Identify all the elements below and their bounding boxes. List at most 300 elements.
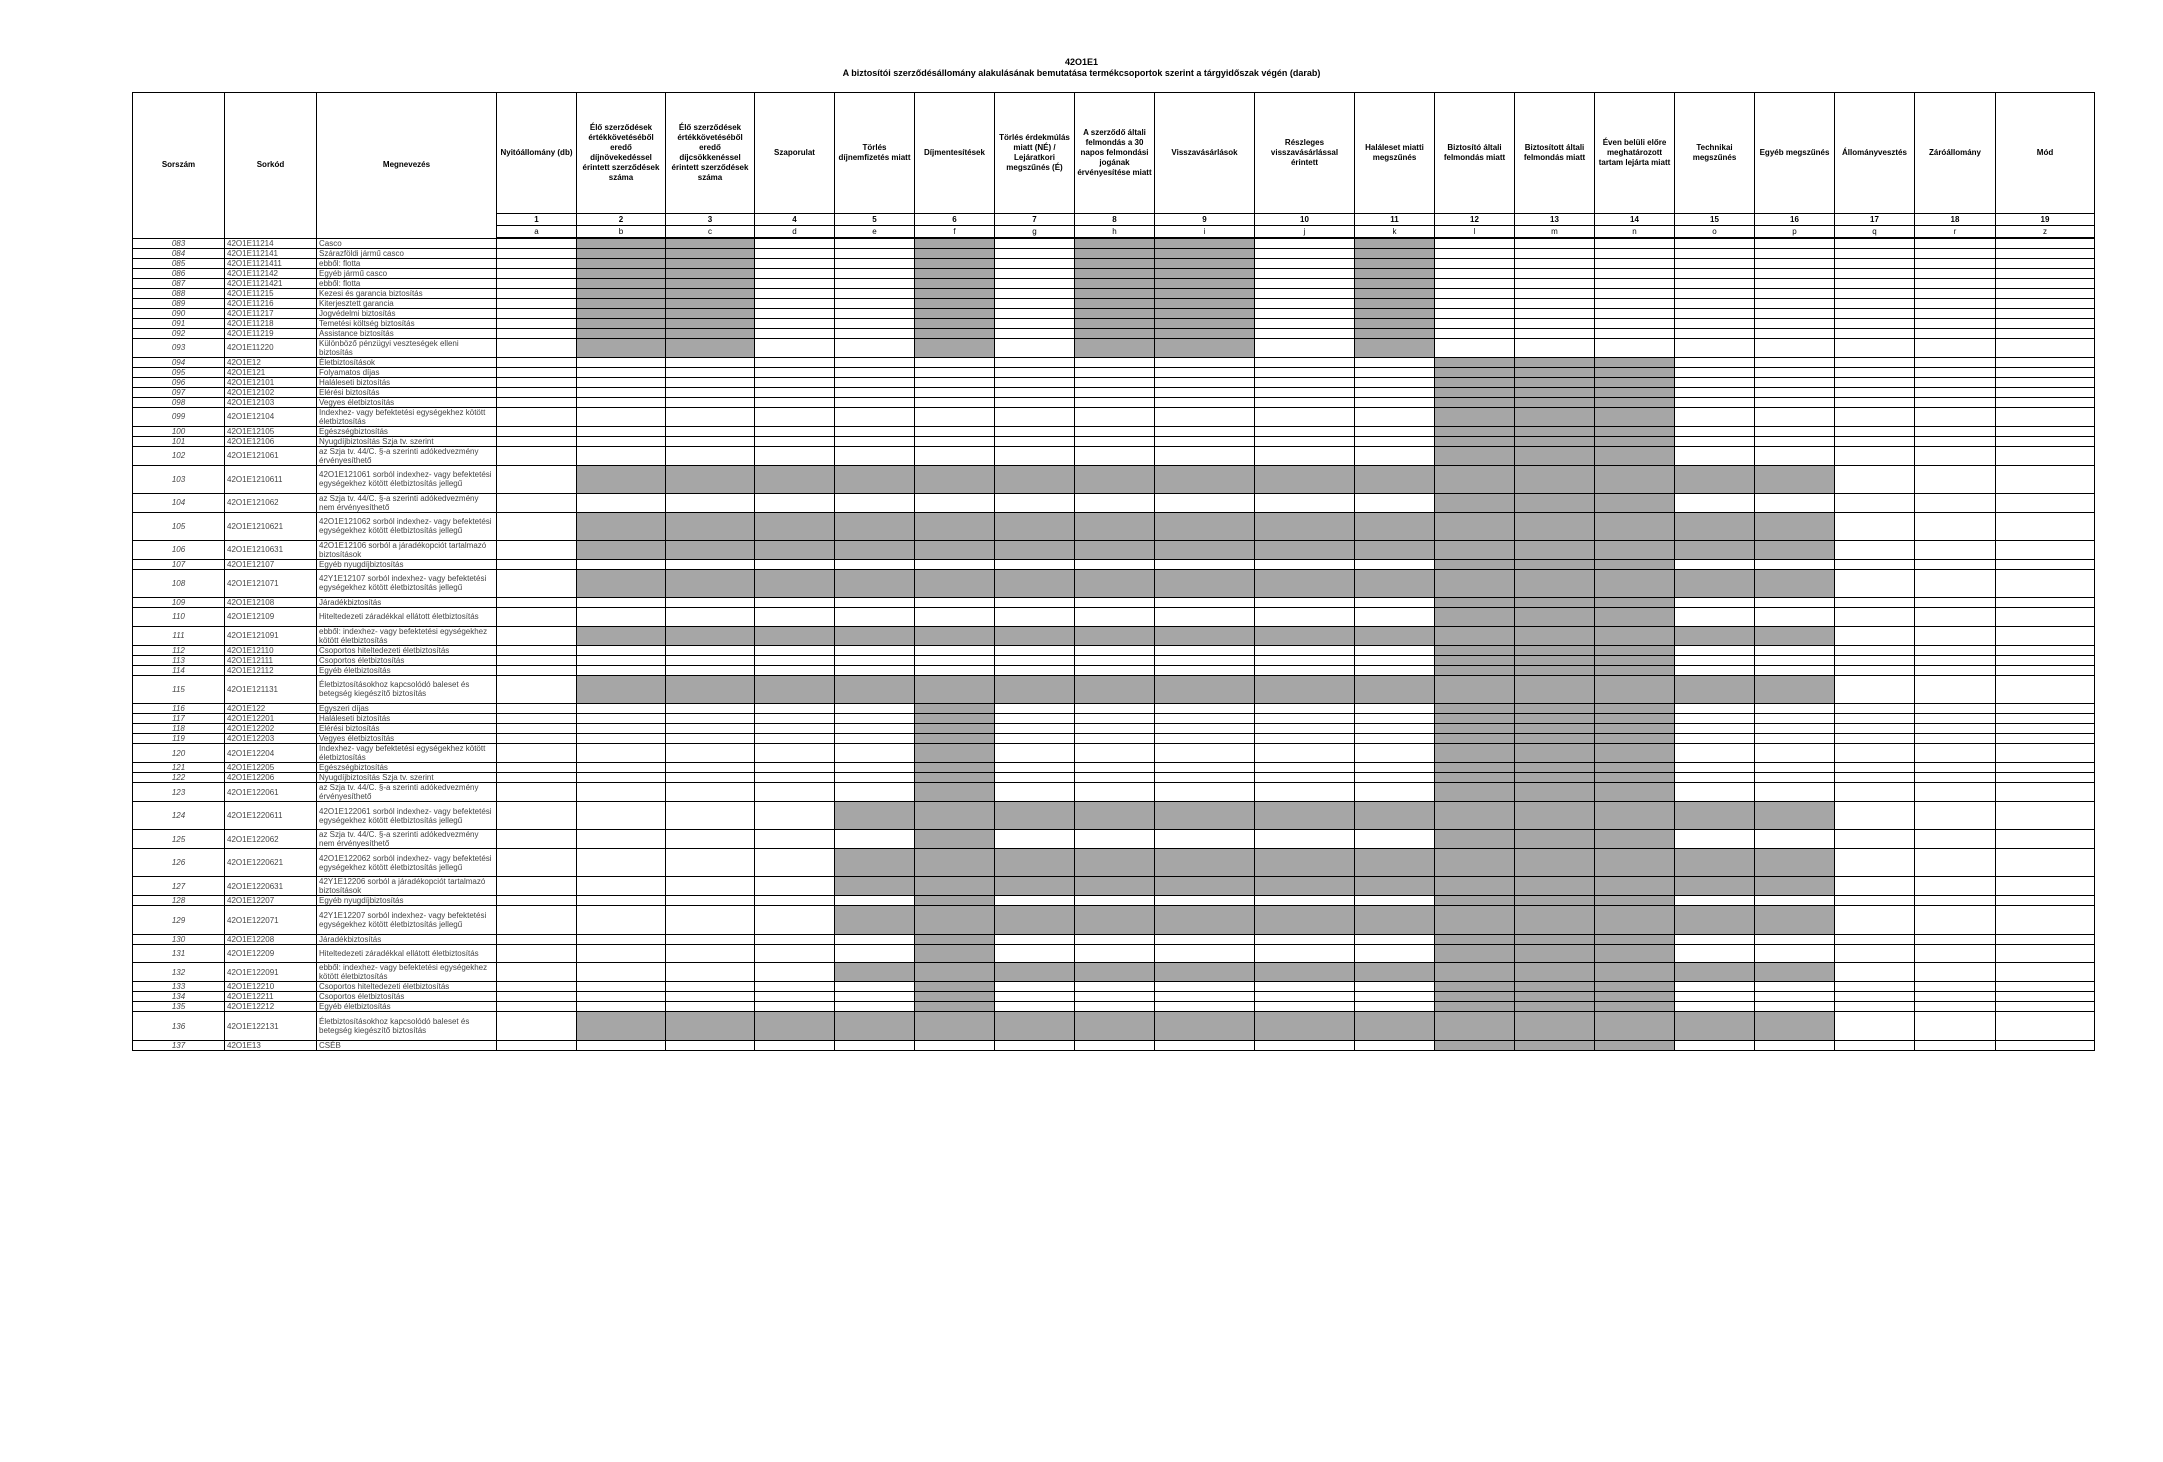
data-cell[interactable]: [1255, 397, 1355, 407]
data-cell[interactable]: [1155, 714, 1255, 724]
data-cell[interactable]: [915, 436, 995, 446]
data-cell[interactable]: [577, 645, 666, 655]
data-cell[interactable]: [1675, 598, 1755, 608]
data-cell[interactable]: [666, 763, 755, 773]
data-cell[interactable]: [835, 645, 915, 655]
data-cell[interactable]: [995, 992, 1075, 1002]
data-cell[interactable]: [1755, 714, 1835, 724]
data-cell[interactable]: [666, 1002, 755, 1012]
data-cell[interactable]: [995, 298, 1075, 308]
data-cell[interactable]: [1075, 426, 1155, 436]
data-cell[interactable]: [1835, 982, 1915, 992]
data-cell[interactable]: [1355, 934, 1435, 944]
data-cell[interactable]: [1755, 288, 1835, 298]
data-cell[interactable]: [1355, 377, 1435, 387]
data-cell[interactable]: [1075, 992, 1155, 1002]
data-cell[interactable]: [1075, 598, 1155, 608]
data-cell[interactable]: [1355, 446, 1435, 465]
data-cell[interactable]: [1075, 704, 1155, 714]
data-cell[interactable]: [835, 248, 915, 258]
data-cell[interactable]: [1835, 608, 1915, 627]
data-cell[interactable]: [755, 763, 835, 773]
data-cell[interactable]: [1675, 357, 1755, 367]
data-cell[interactable]: [1675, 298, 1755, 308]
data-cell[interactable]: [1435, 288, 1515, 298]
data-cell[interactable]: [755, 308, 835, 318]
data-cell[interactable]: [755, 377, 835, 387]
data-cell[interactable]: [995, 1040, 1075, 1050]
data-cell[interactable]: [1255, 278, 1355, 288]
data-cell[interactable]: [835, 608, 915, 627]
data-cell[interactable]: [666, 734, 755, 744]
data-cell[interactable]: [497, 318, 577, 328]
data-cell[interactable]: [1755, 773, 1835, 783]
data-cell[interactable]: [666, 598, 755, 608]
data-cell[interactable]: [1255, 258, 1355, 268]
data-cell[interactable]: [577, 944, 666, 963]
data-cell[interactable]: [1835, 802, 1915, 830]
data-cell[interactable]: [497, 367, 577, 377]
data-cell[interactable]: [755, 338, 835, 357]
data-cell[interactable]: [1255, 1002, 1355, 1012]
data-cell[interactable]: [666, 493, 755, 512]
data-cell[interactable]: [1996, 598, 2095, 608]
data-cell[interactable]: [835, 559, 915, 569]
data-cell[interactable]: [1155, 763, 1255, 773]
data-cell[interactable]: [1915, 1012, 1996, 1040]
data-cell[interactable]: [497, 298, 577, 308]
data-cell[interactable]: [497, 724, 577, 734]
data-cell[interactable]: [835, 724, 915, 734]
data-cell[interactable]: [1835, 387, 1915, 397]
data-cell[interactable]: [755, 992, 835, 1002]
data-cell[interactable]: [1915, 944, 1996, 963]
data-cell[interactable]: [1996, 849, 2095, 877]
data-cell[interactable]: [497, 446, 577, 465]
data-cell[interactable]: [995, 308, 1075, 318]
data-cell[interactable]: [1675, 426, 1755, 436]
data-cell[interactable]: [1255, 367, 1355, 377]
data-cell[interactable]: [1255, 268, 1355, 278]
data-cell[interactable]: [1915, 298, 1996, 308]
data-cell[interactable]: [915, 559, 995, 569]
data-cell[interactable]: [995, 278, 1075, 288]
data-cell[interactable]: [755, 704, 835, 714]
data-cell[interactable]: [497, 992, 577, 1002]
data-cell[interactable]: [577, 407, 666, 426]
data-cell[interactable]: [835, 763, 915, 773]
data-cell[interactable]: [1075, 982, 1155, 992]
data-cell[interactable]: [497, 849, 577, 877]
data-cell[interactable]: [755, 944, 835, 963]
data-cell[interactable]: [1255, 944, 1355, 963]
data-cell[interactable]: [1595, 278, 1675, 288]
data-cell[interactable]: [1755, 397, 1835, 407]
data-cell[interactable]: [755, 598, 835, 608]
data-cell[interactable]: [1155, 559, 1255, 569]
data-cell[interactable]: [1435, 278, 1515, 288]
data-cell[interactable]: [1675, 559, 1755, 569]
data-cell[interactable]: [577, 446, 666, 465]
data-cell[interactable]: [1355, 1002, 1435, 1012]
data-cell[interactable]: [755, 446, 835, 465]
data-cell[interactable]: [1915, 704, 1996, 714]
data-cell[interactable]: [497, 268, 577, 278]
data-cell[interactable]: [1915, 493, 1996, 512]
data-cell[interactable]: [1835, 258, 1915, 268]
data-cell[interactable]: [1835, 963, 1915, 982]
data-cell[interactable]: [497, 675, 577, 703]
data-cell[interactable]: [1155, 773, 1255, 783]
data-cell[interactable]: [1915, 906, 1996, 934]
data-cell[interactable]: [1915, 896, 1996, 906]
data-cell[interactable]: [835, 704, 915, 714]
data-cell[interactable]: [497, 1040, 577, 1050]
data-cell[interactable]: [1996, 877, 2095, 896]
data-cell[interactable]: [755, 426, 835, 436]
data-cell[interactable]: [915, 1040, 995, 1050]
data-cell[interactable]: [497, 802, 577, 830]
data-cell[interactable]: [1675, 934, 1755, 944]
data-cell[interactable]: [1355, 407, 1435, 426]
data-cell[interactable]: [1255, 830, 1355, 849]
data-cell[interactable]: [1155, 896, 1255, 906]
data-cell[interactable]: [755, 318, 835, 328]
data-cell[interactable]: [755, 744, 835, 763]
data-cell[interactable]: [1835, 849, 1915, 877]
data-cell[interactable]: [497, 877, 577, 896]
data-cell[interactable]: [1755, 559, 1835, 569]
data-cell[interactable]: [1595, 318, 1675, 328]
data-cell[interactable]: [577, 896, 666, 906]
data-cell[interactable]: [1755, 357, 1835, 367]
data-cell[interactable]: [577, 734, 666, 744]
data-cell[interactable]: [497, 493, 577, 512]
data-cell[interactable]: [1255, 387, 1355, 397]
data-cell[interactable]: [1075, 783, 1155, 802]
data-cell[interactable]: [995, 773, 1075, 783]
data-cell[interactable]: [1835, 465, 1915, 493]
data-cell[interactable]: [1915, 675, 1996, 703]
data-cell[interactable]: [1996, 724, 2095, 734]
data-cell[interactable]: [1355, 426, 1435, 436]
data-cell[interactable]: [577, 608, 666, 627]
data-cell[interactable]: [915, 608, 995, 627]
data-cell[interactable]: [1915, 446, 1996, 465]
data-cell[interactable]: [1915, 763, 1996, 773]
data-cell[interactable]: [755, 328, 835, 338]
data-cell[interactable]: [915, 387, 995, 397]
data-cell[interactable]: [835, 268, 915, 278]
data-cell[interactable]: [755, 493, 835, 512]
data-cell[interactable]: [497, 357, 577, 367]
data-cell[interactable]: [755, 1040, 835, 1050]
data-cell[interactable]: [755, 367, 835, 377]
data-cell[interactable]: [1835, 569, 1915, 597]
data-cell[interactable]: [497, 569, 577, 597]
data-cell[interactable]: [1835, 338, 1915, 357]
data-cell[interactable]: [1515, 258, 1595, 268]
data-cell[interactable]: [1835, 598, 1915, 608]
data-cell[interactable]: [755, 724, 835, 734]
data-cell[interactable]: [1075, 397, 1155, 407]
data-cell[interactable]: [1915, 773, 1996, 783]
data-cell[interactable]: [1675, 1040, 1755, 1050]
data-cell[interactable]: [497, 598, 577, 608]
data-cell[interactable]: [1255, 982, 1355, 992]
data-cell[interactable]: [755, 1002, 835, 1012]
data-cell[interactable]: [1075, 357, 1155, 367]
data-cell[interactable]: [1996, 512, 2095, 540]
data-cell[interactable]: [835, 598, 915, 608]
data-cell[interactable]: [1155, 734, 1255, 744]
data-cell[interactable]: [1755, 238, 1835, 248]
data-cell[interactable]: [995, 268, 1075, 278]
data-cell[interactable]: [995, 436, 1075, 446]
data-cell[interactable]: [1075, 744, 1155, 763]
data-cell[interactable]: [995, 783, 1075, 802]
data-cell[interactable]: [1155, 493, 1255, 512]
data-cell[interactable]: [1515, 278, 1595, 288]
data-cell[interactable]: [1675, 387, 1755, 397]
data-cell[interactable]: [1675, 288, 1755, 298]
data-cell[interactable]: [1255, 763, 1355, 773]
data-cell[interactable]: [497, 278, 577, 288]
data-cell[interactable]: [666, 655, 755, 665]
data-cell[interactable]: [1355, 724, 1435, 734]
data-cell[interactable]: [755, 278, 835, 288]
data-cell[interactable]: [1255, 665, 1355, 675]
data-cell[interactable]: [1835, 773, 1915, 783]
data-cell[interactable]: [1755, 665, 1835, 675]
data-cell[interactable]: [835, 992, 915, 1002]
data-cell[interactable]: [1755, 426, 1835, 436]
data-cell[interactable]: [1915, 377, 1996, 387]
data-cell[interactable]: [1075, 446, 1155, 465]
data-cell[interactable]: [1355, 598, 1435, 608]
data-cell[interactable]: [835, 426, 915, 436]
data-cell[interactable]: [497, 704, 577, 714]
data-cell[interactable]: [995, 608, 1075, 627]
data-cell[interactable]: [1595, 298, 1675, 308]
data-cell[interactable]: [497, 248, 577, 258]
data-cell[interactable]: [1355, 397, 1435, 407]
data-cell[interactable]: [497, 626, 577, 645]
data-cell[interactable]: [1255, 377, 1355, 387]
data-cell[interactable]: [1915, 328, 1996, 338]
data-cell[interactable]: [755, 357, 835, 367]
data-cell[interactable]: [1435, 238, 1515, 248]
data-cell[interactable]: [1355, 704, 1435, 714]
data-cell[interactable]: [666, 944, 755, 963]
data-cell[interactable]: [1835, 992, 1915, 1002]
data-cell[interactable]: [995, 357, 1075, 367]
data-cell[interactable]: [995, 559, 1075, 569]
data-cell[interactable]: [1915, 1040, 1996, 1050]
data-cell[interactable]: [835, 367, 915, 377]
data-cell[interactable]: [1915, 338, 1996, 357]
data-cell[interactable]: [1915, 783, 1996, 802]
data-cell[interactable]: [497, 763, 577, 773]
data-cell[interactable]: [755, 387, 835, 397]
data-cell[interactable]: [1835, 397, 1915, 407]
data-cell[interactable]: [835, 288, 915, 298]
data-cell[interactable]: [1675, 367, 1755, 377]
data-cell[interactable]: [1155, 934, 1255, 944]
data-cell[interactable]: [1755, 744, 1835, 763]
data-cell[interactable]: [1755, 493, 1835, 512]
data-cell[interactable]: [1155, 982, 1255, 992]
data-cell[interactable]: [1915, 407, 1996, 426]
data-cell[interactable]: [1675, 714, 1755, 724]
data-cell[interactable]: [835, 298, 915, 308]
data-cell[interactable]: [497, 608, 577, 627]
data-cell[interactable]: [577, 744, 666, 763]
data-cell[interactable]: [1996, 665, 2095, 675]
data-cell[interactable]: [1355, 944, 1435, 963]
data-cell[interactable]: [1675, 830, 1755, 849]
data-cell[interactable]: [1755, 248, 1835, 258]
data-cell[interactable]: [1996, 493, 2095, 512]
data-cell[interactable]: [1675, 944, 1755, 963]
data-cell[interactable]: [1355, 655, 1435, 665]
data-cell[interactable]: [1996, 288, 2095, 298]
data-cell[interactable]: [995, 896, 1075, 906]
data-cell[interactable]: [1996, 298, 2095, 308]
data-cell[interactable]: [1255, 298, 1355, 308]
data-cell[interactable]: [497, 559, 577, 569]
data-cell[interactable]: [1255, 357, 1355, 367]
data-cell[interactable]: [995, 426, 1075, 436]
data-cell[interactable]: [1755, 308, 1835, 318]
data-cell[interactable]: [835, 387, 915, 397]
data-cell[interactable]: [755, 849, 835, 877]
data-cell[interactable]: [835, 665, 915, 675]
data-cell[interactable]: [1255, 446, 1355, 465]
data-cell[interactable]: [666, 704, 755, 714]
data-cell[interactable]: [1675, 308, 1755, 318]
data-cell[interactable]: [835, 328, 915, 338]
data-cell[interactable]: [1915, 569, 1996, 597]
data-cell[interactable]: [835, 436, 915, 446]
data-cell[interactable]: [1075, 734, 1155, 744]
data-cell[interactable]: [915, 446, 995, 465]
data-cell[interactable]: [577, 357, 666, 367]
data-cell[interactable]: [1915, 367, 1996, 377]
data-cell[interactable]: [1675, 407, 1755, 426]
data-cell[interactable]: [1835, 714, 1915, 724]
data-cell[interactable]: [1915, 849, 1996, 877]
data-cell[interactable]: [835, 896, 915, 906]
data-cell[interactable]: [1075, 436, 1155, 446]
data-cell[interactable]: [1255, 338, 1355, 357]
data-cell[interactable]: [755, 773, 835, 783]
data-cell[interactable]: [1835, 446, 1915, 465]
data-cell[interactable]: [1835, 944, 1915, 963]
data-cell[interactable]: [1835, 377, 1915, 387]
data-cell[interactable]: [1155, 446, 1255, 465]
data-cell[interactable]: [1675, 328, 1755, 338]
data-cell[interactable]: [755, 906, 835, 934]
data-cell[interactable]: [1996, 645, 2095, 655]
data-cell[interactable]: [755, 896, 835, 906]
data-cell[interactable]: [1915, 1002, 1996, 1012]
data-cell[interactable]: [1435, 318, 1515, 328]
data-cell[interactable]: [755, 608, 835, 627]
data-cell[interactable]: [497, 397, 577, 407]
data-cell[interactable]: [1355, 734, 1435, 744]
data-cell[interactable]: [666, 849, 755, 877]
data-cell[interactable]: [1155, 426, 1255, 436]
data-cell[interactable]: [1515, 318, 1595, 328]
data-cell[interactable]: [1835, 493, 1915, 512]
data-cell[interactable]: [1996, 357, 2095, 367]
data-cell[interactable]: [577, 436, 666, 446]
data-cell[interactable]: [666, 992, 755, 1002]
data-cell[interactable]: [1155, 744, 1255, 763]
data-cell[interactable]: [995, 387, 1075, 397]
data-cell[interactable]: [1996, 1002, 2095, 1012]
data-cell[interactable]: [1255, 426, 1355, 436]
data-cell[interactable]: [1075, 655, 1155, 665]
data-cell[interactable]: [1155, 783, 1255, 802]
data-cell[interactable]: [1255, 724, 1355, 734]
data-cell[interactable]: [1075, 714, 1155, 724]
data-cell[interactable]: [1755, 407, 1835, 426]
data-cell[interactable]: [1155, 598, 1255, 608]
data-cell[interactable]: [835, 934, 915, 944]
data-cell[interactable]: [1075, 387, 1155, 397]
data-cell[interactable]: [497, 906, 577, 934]
data-cell[interactable]: [1155, 387, 1255, 397]
data-cell[interactable]: [1675, 763, 1755, 773]
data-cell[interactable]: [755, 559, 835, 569]
data-cell[interactable]: [1155, 1040, 1255, 1050]
data-cell[interactable]: [1595, 328, 1675, 338]
data-cell[interactable]: [995, 714, 1075, 724]
data-cell[interactable]: [1996, 559, 2095, 569]
data-cell[interactable]: [1835, 512, 1915, 540]
data-cell[interactable]: [1835, 934, 1915, 944]
data-cell[interactable]: [1835, 704, 1915, 714]
data-cell[interactable]: [1255, 288, 1355, 298]
data-cell[interactable]: [1835, 308, 1915, 318]
data-cell[interactable]: [995, 338, 1075, 357]
data-cell[interactable]: [577, 367, 666, 377]
data-cell[interactable]: [1755, 934, 1835, 944]
data-cell[interactable]: [666, 665, 755, 675]
data-cell[interactable]: [1915, 248, 1996, 258]
data-cell[interactable]: [1835, 655, 1915, 665]
data-cell[interactable]: [915, 397, 995, 407]
data-cell[interactable]: [835, 773, 915, 783]
data-cell[interactable]: [1996, 569, 2095, 597]
data-cell[interactable]: [1835, 1040, 1915, 1050]
data-cell[interactable]: [995, 934, 1075, 944]
data-cell[interactable]: [577, 877, 666, 896]
data-cell[interactable]: [1155, 992, 1255, 1002]
data-cell[interactable]: [755, 268, 835, 278]
data-cell[interactable]: [1915, 744, 1996, 763]
data-cell[interactable]: [1255, 934, 1355, 944]
data-cell[interactable]: [835, 278, 915, 288]
data-cell[interactable]: [915, 493, 995, 512]
data-cell[interactable]: [915, 665, 995, 675]
data-cell[interactable]: [1915, 655, 1996, 665]
data-cell[interactable]: [1355, 387, 1435, 397]
data-cell[interactable]: [666, 783, 755, 802]
data-cell[interactable]: [497, 377, 577, 387]
